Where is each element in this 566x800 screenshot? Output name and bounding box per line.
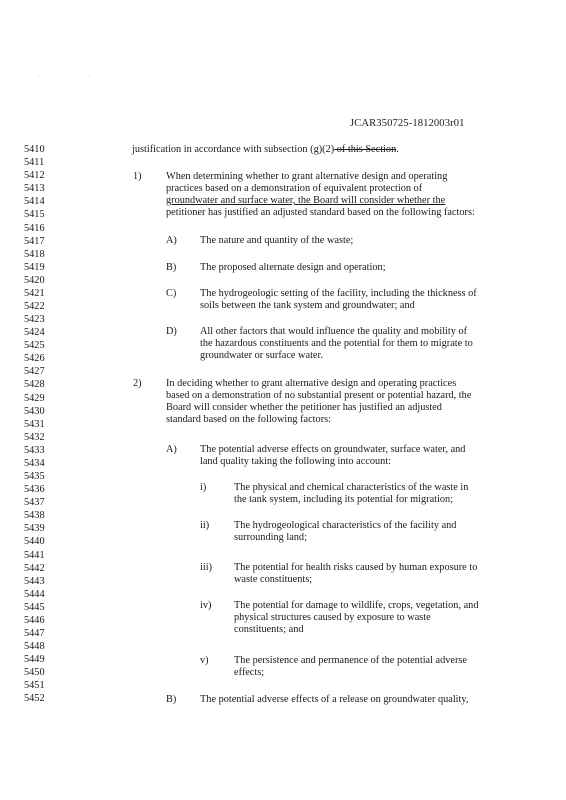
text-span: . [396,144,399,155]
line-number: 5417 [24,235,45,247]
text-line: effects; [234,667,265,678]
line-number: 5428 [24,379,45,391]
line-number: 5429 [24,392,45,404]
line-number: 5438 [24,510,45,522]
line-number: 5436 [24,484,45,496]
line-number: 5452 [24,693,45,705]
text-line: soils between the tank system and groundwater; and [200,300,415,311]
text-line [132,144,399,156]
line-number: 5448 [24,641,45,652]
line-number: 5425 [24,340,45,352]
item-marker: 1) [133,171,142,182]
line-number: 5447 [24,628,45,639]
text-line: waste constituents; [234,574,313,585]
line-number: 5427 [24,366,45,378]
text-line: In deciding whether to grant alternative design and operating practices [166,378,457,389]
text-line: The nature and quantity of the waste; [200,235,354,246]
line-number: 5424 [24,327,45,339]
line-number: 5419 [24,261,45,273]
line-number: 5440 [24,536,45,548]
line-number: 5422 [24,301,45,312]
line-number: 5449 [24,654,45,666]
line-number: 5430 [24,405,45,417]
item-marker: B) [166,694,177,705]
text-line: The hydrogeologic setting of the facility, including the thickness of [200,288,477,299]
item-marker: A) [166,235,177,246]
line-number: 5415 [24,209,45,221]
text-line: petitioner has justified an adjusted standard based on the following factors: [166,207,475,218]
line-number: 5432 [24,431,45,443]
line-number: 5450 [24,667,45,679]
text-line: When determining whether to grant alternative design and operating [166,171,448,182]
text-line: The proposed alternate design and operation; [200,262,386,273]
line-number: 5434 [24,457,45,469]
document-id-header: JCAR350725-1812003r01 [350,118,465,129]
text-line: The potential for damage to wildlife, crops, vegetation, and [234,600,479,611]
text-line: Board will consider whether the petitioner has justified an adjusted [166,402,442,413]
line-number: 5421 [24,287,45,299]
struck-text: of this Section [334,144,397,155]
line-number: 5433 [24,444,45,456]
text-line: constituents; and [234,624,304,635]
line-number: 5412 [24,170,45,182]
line-number: 5431 [24,418,45,430]
line-number: 5435 [24,471,45,482]
line-number: 5416 [24,222,45,234]
line-number: 5418 [24,248,45,260]
text-line: land quality taking the following into account: [200,456,392,467]
text-line: the hazardous constituents and the potential for them to migrate to [200,338,473,349]
item-marker: iv) [200,600,212,611]
line-number: 5443 [24,575,45,587]
item-marker: iii) [200,562,213,573]
line-number: 5426 [24,353,45,365]
line-number: 5451 [24,680,45,692]
text-line: practices based on a demonstration of equivalent protection of [166,183,423,194]
line-number: 5414 [24,196,45,208]
scan-specks: . . [38,73,115,79]
line-number: 5444 [24,588,45,600]
line-number: 5411 [24,157,45,169]
line-number: 5439 [24,523,45,535]
text-line: The potential for health risks caused by human exposure to [234,562,478,573]
underlined-text-line: groundwater and surface water, the Board will consider whether the [166,195,446,206]
text-line: the tank system, including its potential for migration; [234,494,454,505]
text-line: The potential adverse effects on groundwater, surface water, and [200,444,466,455]
text-line: All other factors that would influence the quality and mobility of [200,326,468,337]
text-line: groundwater or surface water. [200,350,323,361]
item-marker: i) [200,482,207,493]
line-number: 5423 [24,314,45,325]
line-number: 5420 [24,274,45,286]
text-line: based on a demonstration of no substantial present or potential hazard, the [166,390,472,401]
line-number: 5441 [24,549,45,561]
text-line: The physical and chemical characteristics of the waste in [234,482,469,493]
item-marker: D) [166,326,177,337]
line-number: 5410 [24,144,45,155]
line-number: 5413 [24,183,45,195]
item-marker: A) [166,444,177,455]
line-number: 5442 [24,562,45,574]
item-marker: ii) [200,520,210,531]
text-line: surrounding land; [234,532,307,543]
text-span: justification in accordance with subsection (g)(2) [132,144,335,155]
text-line: The potential adverse effects of a release on groundwater quality, [200,694,469,705]
item-marker: 2) [133,378,142,389]
text-line: The persistence and permanence of the potential adverse [234,655,468,666]
text-line: standard based on the following factors: [166,414,331,425]
line-number: 5445 [24,601,45,613]
item-marker: C) [166,288,177,299]
item-marker: B) [166,262,177,273]
text-line: The hydrogeological characteristics of the facility and [234,520,457,531]
text-line: physical structures caused by exposure to waste [234,612,431,623]
line-number: 5437 [24,497,45,509]
item-marker: v) [200,655,209,666]
line-number: 5446 [24,614,45,626]
